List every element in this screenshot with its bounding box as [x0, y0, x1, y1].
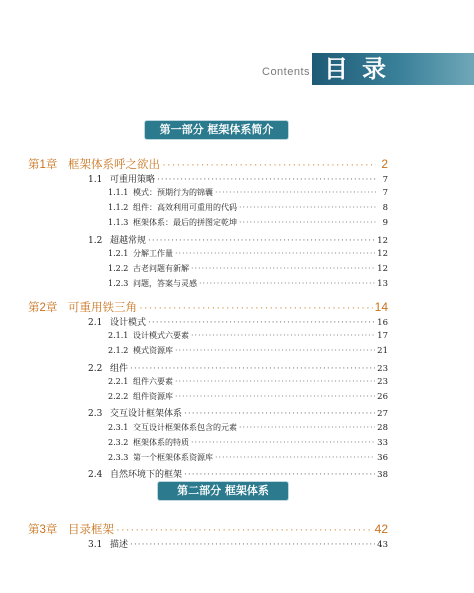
toc-entry-number: 3.1	[88, 540, 103, 550]
toc-entry-page: 43	[377, 540, 388, 550]
toc-entry-section	[88, 315, 388, 328]
toc-entry-number: 2.3.2	[108, 438, 129, 447]
dot-leader	[199, 279, 375, 288]
toc-entry-number: 1.2.3	[108, 279, 129, 288]
toc-entry-title: 组件	[110, 364, 129, 374]
dot-leader	[139, 302, 373, 314]
toc-entry-page: 17	[377, 331, 388, 341]
toc-entry-section	[88, 361, 388, 374]
toc-entry-number: 1.1.3	[108, 218, 129, 227]
toc-entry-sub	[108, 345, 388, 356]
toc-entry-sub	[108, 391, 388, 402]
dot-leader	[191, 331, 375, 340]
toc-entry-title: 问题，答案与灵感	[133, 279, 197, 288]
toc-entry-section	[88, 233, 388, 246]
toc-entry-title: 框架体系：最后的拼图定乾坤	[133, 218, 237, 227]
toc-entry-sub	[108, 217, 388, 228]
dot-leader	[191, 264, 375, 273]
dot-leader	[157, 175, 376, 185]
toc-entry-page: 9	[382, 218, 388, 228]
toc-entry-page: 13	[377, 279, 388, 289]
toc-entry-page: 16	[377, 318, 388, 328]
toc-entry-sub	[108, 263, 388, 274]
dot-leader	[191, 438, 375, 447]
toc-entry-page: 12	[377, 264, 388, 274]
contents-label: Contents	[262, 66, 311, 78]
toc-entry-title: 框架体系的特质	[133, 438, 189, 447]
toc-entry-page: 2	[381, 157, 388, 171]
dot-leader	[175, 346, 375, 355]
toc-entry-title: 第一个框架体系资源库	[133, 453, 213, 462]
toc-entry-page: 38	[377, 470, 388, 480]
toc-entry-number: 2.1.2	[108, 346, 129, 355]
toc-entry-title: 组件六要素	[133, 377, 173, 386]
toc-entry-number: 1.1.2	[108, 203, 129, 212]
toc-entry-number: 第1章	[28, 159, 58, 171]
toc-entry-sub	[108, 437, 388, 448]
dot-leader	[116, 524, 373, 536]
toc-entry-page: 42	[374, 522, 388, 536]
toc-entry-title: 设计模式	[110, 318, 147, 328]
dot-leader	[184, 470, 375, 480]
dot-leader	[148, 236, 375, 246]
toc-entry-sub	[108, 202, 388, 213]
toc-entry-sub	[108, 452, 388, 463]
toc-entry-title: 组件资源库	[133, 392, 173, 401]
dot-leader	[239, 218, 376, 227]
toc-entry-page: 26	[377, 392, 388, 402]
dot-leader	[239, 203, 376, 212]
toc-entry-sub	[108, 330, 388, 341]
toc-entry-title: 超越常规	[110, 236, 147, 246]
toc-entry-page: 23	[377, 377, 388, 387]
toc-entry-sub	[108, 376, 388, 387]
toc-entry-number: 2.3.1	[108, 423, 129, 432]
toc-entry-sub	[108, 278, 388, 289]
toc-entry-title: 模式：预期行为的锦囊	[133, 188, 213, 197]
dot-leader	[184, 409, 375, 419]
toc-entry-section	[88, 467, 388, 480]
toc-entry-page: 12	[377, 249, 388, 259]
toc-entry-page: 14	[374, 300, 388, 314]
page-title: 目录	[324, 55, 400, 83]
toc-entry-title: 交互设计框架体系包含的元素	[133, 423, 237, 432]
dot-leader	[239, 423, 375, 432]
part-banner-2: 第二部分 框架体系	[158, 482, 288, 500]
toc-entry-number: 第2章	[28, 302, 58, 314]
dot-leader	[162, 159, 376, 171]
toc-entry-page: 7	[382, 175, 388, 185]
toc-entry-title: 交互设计框架体系	[110, 409, 183, 419]
toc-entry-page: 21	[377, 346, 388, 356]
toc-entry-number: 2.3.3	[108, 453, 129, 462]
toc-entry-title: 组件：高效利用可重用的代码	[133, 203, 237, 212]
toc-entry-title: 目录框架	[68, 524, 114, 536]
part-banner-1: 第一部分 框架体系简介	[145, 121, 288, 139]
toc-entry-section	[88, 406, 388, 419]
toc-entry-sub	[108, 248, 388, 259]
dot-leader	[175, 392, 375, 401]
dot-leader	[130, 364, 375, 374]
toc-entry-number: 2.1.1	[108, 331, 129, 340]
toc-entry-title: 描述	[110, 540, 129, 550]
toc-entry-title: 分解工作量	[133, 249, 173, 258]
toc-entry-section	[88, 172, 388, 185]
dot-leader	[130, 540, 375, 550]
toc-entry-sub	[108, 187, 388, 198]
toc-entry-title: 模式资源库	[133, 346, 173, 355]
toc-entry-page: 33	[377, 438, 388, 448]
toc-entry-title: 古老问题有新解	[133, 264, 189, 273]
toc-entry-number: 2.2.1	[108, 377, 129, 386]
toc-entry-sub	[108, 422, 388, 433]
toc-entry-number: 2.2.2	[108, 392, 129, 401]
toc-entry-page: 36	[377, 453, 388, 463]
toc-entry-number: 1.2.2	[108, 264, 129, 273]
dot-leader	[148, 318, 375, 328]
toc-entry-section	[88, 537, 388, 550]
toc-entry-page: 27	[377, 409, 388, 419]
toc-entry-number: 第3章	[28, 524, 58, 536]
toc-entry-title: 可重用铁三角	[68, 302, 137, 314]
toc-entry-number: 1.1	[88, 175, 103, 185]
toc-entry-page: 28	[377, 423, 388, 433]
toc-entry-page: 8	[382, 203, 388, 213]
toc-entry-page: 7	[382, 188, 388, 198]
toc-entry-number: 1.1.1	[108, 188, 129, 197]
toc-entry-page: 12	[377, 236, 388, 246]
toc-entry-number: 2.2	[88, 364, 103, 374]
toc-entry-number: 1.2.1	[108, 249, 129, 258]
dot-leader	[215, 188, 376, 197]
toc-entry-number: 2.1	[88, 318, 103, 328]
toc-entry-chapter	[28, 299, 388, 315]
toc-entry-number: 1.2	[88, 236, 103, 246]
toc-entry-title: 可重用策略	[110, 175, 156, 185]
toc-entry-chapter	[28, 521, 388, 537]
toc-entry-number: 2.4	[88, 470, 103, 480]
dot-leader	[175, 377, 375, 386]
toc-entry-title: 设计模式六要素	[133, 331, 189, 340]
toc-entry-number: 2.3	[88, 409, 103, 419]
toc-entry-chapter	[28, 156, 388, 172]
toc-entry-page: 23	[377, 364, 388, 374]
toc-entry-title: 框架体系呼之欲出	[68, 159, 160, 171]
dot-leader	[175, 249, 375, 258]
dot-leader	[215, 453, 375, 462]
toc-entry-title: 自然环境下的框架	[110, 470, 183, 480]
